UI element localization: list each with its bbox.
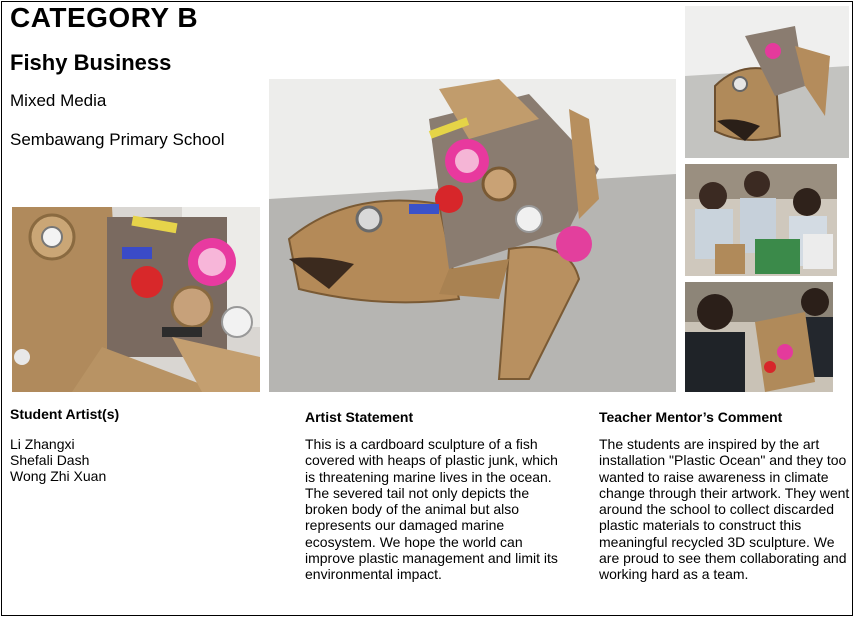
sculpture-closeup-photo	[12, 207, 260, 392]
artwork-title: Fishy Business	[10, 50, 172, 75]
student-name: Li Zhangxi	[10, 436, 75, 452]
student-name: Wong Zhi Xuan	[10, 468, 107, 484]
student-names-list	[10, 436, 106, 484]
mentor-comment-text: The students are inspired by the art installation "Plastic Ocean" and they too wanted to raise awareness in climate change through their artwork. They went around the school to collect discarded plastic materials to construct this meaningful recycled 3D sculpture. We are proud to see them collaborating and working hard as a team.	[599, 436, 850, 583]
student-artists-heading: Student Artist(s)	[10, 406, 120, 422]
mentor-comment-heading: Teacher Mentor’s Comment	[599, 409, 783, 425]
school-name: Sembawang Primary School	[10, 130, 225, 149]
category-heading: CATEGORY B	[10, 2, 199, 33]
students-working-photo-1	[685, 164, 837, 276]
artwork-medium: Mixed Media	[10, 91, 107, 110]
sculpture-side-photo	[685, 6, 849, 158]
sculpture-main-photo	[269, 79, 676, 392]
students-working-photo-2	[685, 282, 833, 392]
student-name: Shefali Dash	[10, 452, 90, 468]
artist-statement-heading: Artist Statement	[305, 409, 414, 425]
artist-statement-text: This is a cardboard sculpture of a fish covered with heaps of plastic junk, which is threatening marine lives in the ocean. The severed tail not only depicts the broken body of the animal but also represents our damaged marine ecosystem. We hope the world can improve plastic management and limit its environmental impact.	[305, 436, 558, 583]
